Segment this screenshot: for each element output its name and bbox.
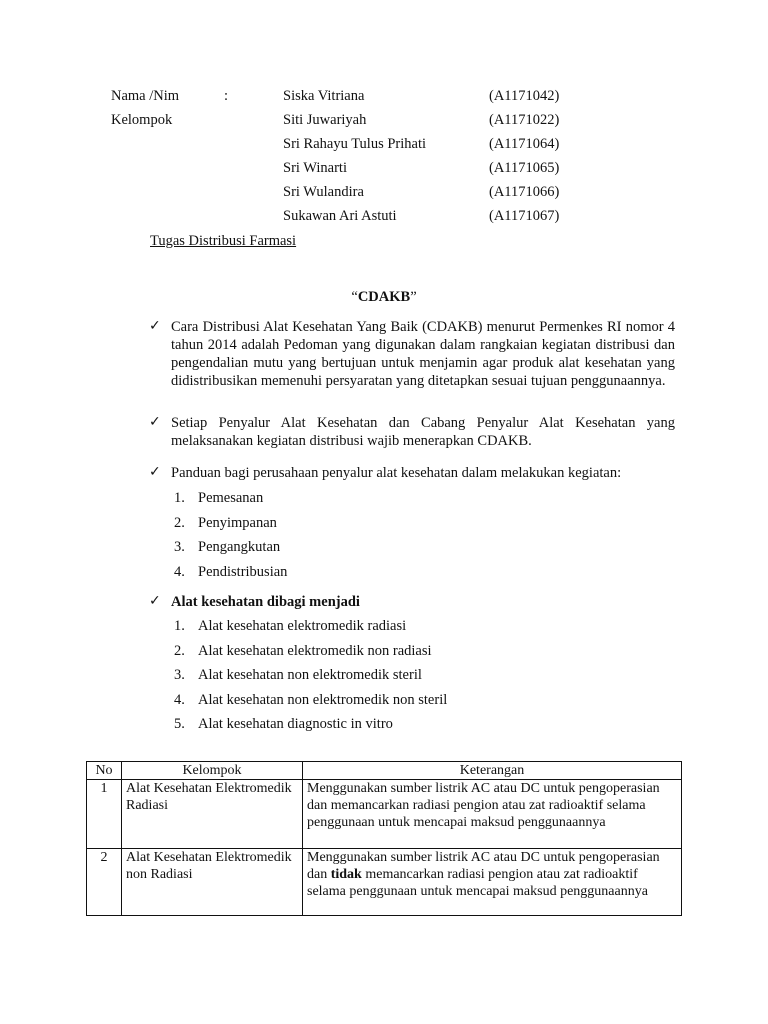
document-title — [0, 289, 768, 306]
checkmark-icon: ✓ — [149, 593, 161, 609]
list-text: Penyimpanan — [198, 514, 277, 531]
classification-table — [86, 761, 682, 916]
list-number: 1. — [174, 490, 185, 506]
list-item — [174, 538, 287, 563]
title-open-quote: “ — [351, 289, 358, 305]
member-nim: (A1171066) — [489, 184, 560, 200]
keterangan-bold: tidak — [330, 867, 362, 882]
tugas-title: Tugas Distribusi Farmasi — [150, 233, 297, 249]
list-text: Pengangkutan — [198, 539, 281, 555]
title-text: CDAKB — [357, 289, 411, 305]
bullet-item — [149, 464, 675, 482]
list-number: 3. — [174, 667, 185, 683]
list-text: Alat kesehatan diagnostic in vitro — [198, 716, 393, 732]
cell-keterangan — [303, 849, 682, 916]
title-close-quote: ” — [410, 289, 417, 305]
bullet-text: Panduan bagi perusahaan penyalur alat kesehatan dalam melakukan kegiatan: — [171, 465, 622, 481]
header-no: No — [87, 762, 122, 780]
list-item — [174, 715, 447, 740]
list-number: 3. — [174, 539, 185, 555]
list-number: 5. — [174, 716, 185, 732]
list-number: 2. — [174, 514, 185, 531]
list-item — [174, 642, 447, 667]
member-nim: (A1171042) — [489, 88, 560, 104]
member-nim: (A1171022) — [489, 112, 560, 128]
cell-kelompok: Alat Kesehatan Elektromedik non Radiasi — [122, 849, 303, 916]
cell-kelompok: Alat Kesehatan Elektromedik Radiasi — [122, 780, 303, 849]
bullet-text: Cara Distribusi Alat Kesehatan Yang Baik (CDAKB) menurut Permenkes RI nomor 4 tahun 2014 adalah Pedoman yang digunakan dalam rangkaian kegiatan distribusi dan pengendalian mutu yang bertujuan untuk menjamin agar produk alat kesehatan yang didistribusikan memenuhi persyaratan yang ditetapkan sesuai tujuan penggunaannya. — [171, 319, 675, 389]
list-text: Pemesanan — [198, 490, 264, 506]
member-name: Sri Wulandira — [283, 184, 364, 200]
list-text: Alat kesehatan non elektromedik non steril — [198, 691, 448, 708]
table-header-row — [87, 762, 682, 780]
member-name: Siska Vitriana — [283, 88, 365, 104]
list-text: Alat kesehatan non elektromedik steril — [198, 667, 422, 683]
keterangan-text: memancarkan radiasi pengion atau zat radioaktif selama penggunaan untuk mencapai maksud penggunaannya — [307, 867, 648, 899]
list-number: 4. — [174, 691, 185, 708]
cell-keterangan: Menggunakan sumber listrik AC atau DC untuk pengoperasian dan memancarkan radiasi pengion atau zat radioaktif selama penggunaan untuk mencapai maksud penggunaannya — [303, 780, 682, 849]
keterangan-text: Menggunakan sumber listrik AC atau DC untuk pengoperasian dan — [307, 850, 660, 882]
checkmark-icon: ✓ — [149, 318, 161, 334]
member-nim: (A1171064) — [489, 136, 560, 152]
list-text: Alat kesehatan elektromedik non radiasi — [198, 642, 432, 659]
list-item — [174, 666, 447, 691]
cell-no: 1 — [87, 780, 122, 849]
bullet-item — [149, 318, 675, 390]
member-name: Sukawan Ari Astuti — [283, 208, 397, 224]
checkmark-icon: ✓ — [149, 414, 161, 430]
list-item — [174, 563, 287, 588]
list-number: 4. — [174, 563, 185, 580]
list-number: 1. — [174, 618, 185, 634]
bullet-text: Alat kesehatan dibagi menjadi — [171, 594, 360, 610]
bullet-text: Setiap Penyalur Alat Kesehatan dan Cabang Penyalur Alat Kesehatan yang melaksanakan kegiatan distribusi wajib menerapkan CDAKB. — [171, 415, 675, 449]
colon: : — [224, 88, 229, 104]
header-keterangan: Keterangan — [303, 762, 682, 780]
list-text: Alat kesehatan elektromedik radiasi — [198, 618, 407, 634]
bullet-item — [149, 593, 675, 611]
ordered-list-panduan — [174, 489, 287, 587]
list-text: Pendistribusian — [198, 563, 288, 580]
list-item — [174, 691, 447, 716]
list-item — [174, 617, 447, 642]
ordered-list-kategori — [174, 617, 447, 740]
table-row — [87, 780, 682, 849]
table-row — [87, 849, 682, 916]
member-nim: (A1171067) — [489, 208, 560, 224]
nama-nim-label: Nama /Nim — [111, 88, 180, 104]
list-item — [174, 514, 287, 539]
member-name: Sri Rahayu Tulus Prihati — [283, 136, 427, 152]
member-name: Siti Juwariyah — [283, 112, 367, 128]
member-nim: (A1171065) — [489, 160, 560, 176]
list-item — [174, 489, 287, 514]
list-number: 2. — [174, 642, 185, 659]
checkmark-icon: ✓ — [149, 464, 161, 480]
bullet-item — [149, 414, 675, 450]
member-name: Sri Winarti — [283, 160, 347, 176]
header-kelompok: Kelompok — [122, 762, 303, 780]
cell-no: 2 — [87, 849, 122, 916]
kelompok-label: Kelompok — [111, 112, 173, 128]
